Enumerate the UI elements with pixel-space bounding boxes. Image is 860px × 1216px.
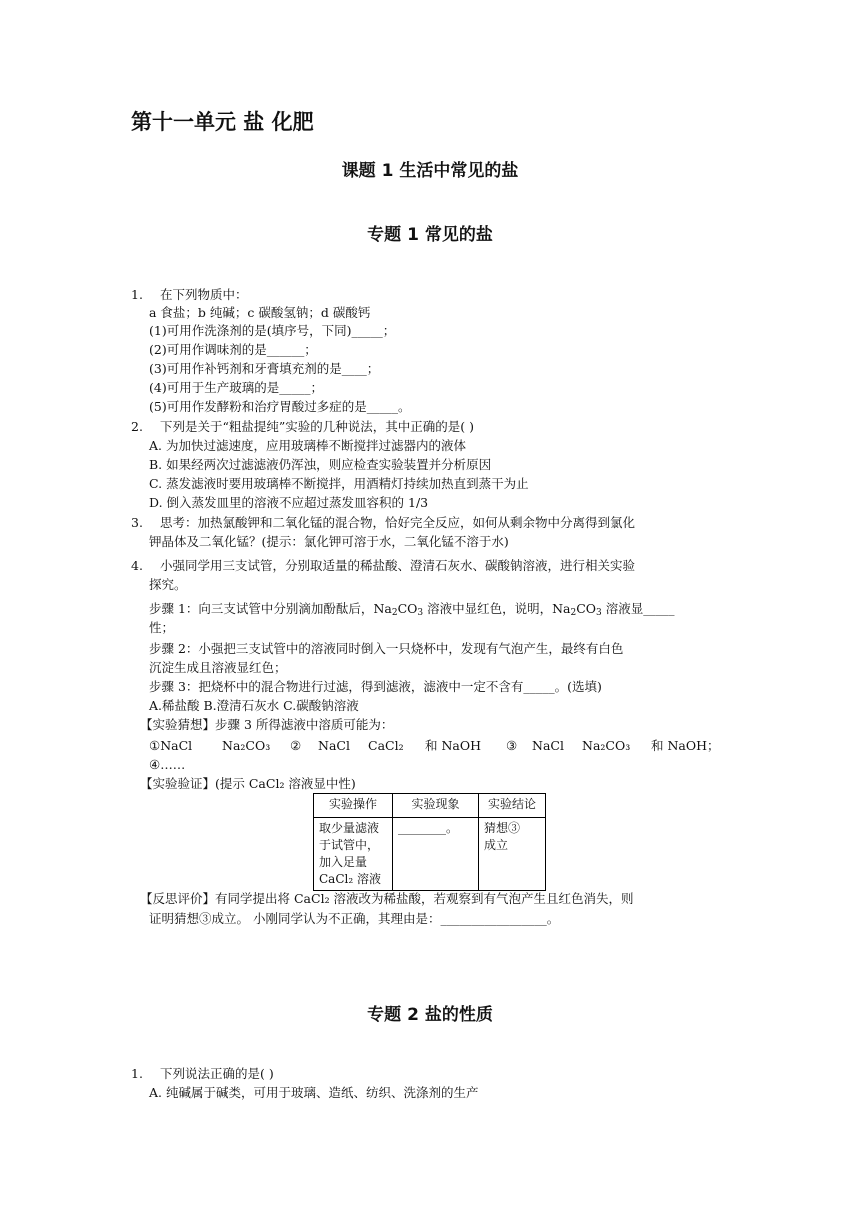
q2-option-d: D. 倒入蒸发皿里的溶液不应超过蒸发皿容积的 1/3 [149,495,429,510]
q4-guess-3b: Na₂CO₃ [582,738,631,753]
q2-number: 2. [131,419,143,434]
q4-step1-cont: 性； [149,620,175,635]
q4-guess-1b: Na₂CO₃ [222,738,271,753]
table-header-conclusion: 实验结论 [479,794,546,818]
q4-reflect-line1: 【反思评价】有同学提出将 CaCl₂ 溶液改为稀盐酸，若观察到有气泡产生且红色消失，则 [140,891,634,906]
q4-step2-line2: 沉淀生成且溶液显红色； [149,660,287,675]
lesson-title: 课题 1 生活中常见的盐 [341,161,519,181]
t2-q1-stem: 下列说法正确的是( ) [160,1066,274,1081]
q3-number: 3. [131,515,143,530]
table-cell-conclusion: 猜想③ 成立 [479,818,546,891]
topic2-title: 专题 2 盐的性质 [367,1005,493,1025]
q2-option-c: C. 蒸发滤液时要用玻璃棒不断搅拌，用酒精灯持续加热直到蒸干为止 [149,476,529,491]
q1-sub2: (2)可用作调味剂的是______； [149,342,317,357]
q4-guess-3: ③ [506,738,518,753]
q4-step1: 步骤 1：向三支试管中分别滴加酚酞后，$Na_2CO_3$ 溶液中显红色，说明，$Na_2CO_3$ 溶液显_____ [149,601,675,618]
table-header-operation: 实验操作 [314,794,393,818]
unit-title: 第十一单元 盐 化肥 [131,110,314,134]
table-header-phenomenon: 实验现象 [393,794,479,818]
q1-sub5: (5)可用作发酵粉和治疗胃酸过多症的是_____。 [149,399,411,414]
t2-q1-option-a: A. 纯碱属于碱类，可用于玻璃、造纸、纺织、洗涤剂的生产 [149,1085,479,1100]
q4-guess-2c: 和 NaOH [425,738,482,753]
q4-line1: 小强同学用三支试管，分别取适量的稀盐酸、澄清石灰水、碳酸钠溶液，进行相关实验 [160,558,636,573]
q4-guess-2: ② [290,738,302,753]
q4-guess-3c: 和 NaOH； [651,738,720,753]
q1-sub1: (1)可用作洗涤剂的是(填序号，下同)_____； [149,323,396,338]
experiment-table [313,793,546,891]
table-cell-phenomenon: ________。 [393,818,479,891]
q4-guess-3a: NaCl [532,738,564,753]
q1-number: 1. [131,287,143,302]
q2-option-b: B. 如果经两次过滤滤液仍浑浊，则应检查实验装置并分析原因 [149,457,492,472]
q2-option-a: A. 为加快过滤速度，应用玻璃棒不断搅拌过滤器内的液体 [149,438,466,453]
q4-guess-1: ①NaCl [149,738,193,753]
q3-line2: 钾晶体及二氧化锰？(提示：氯化钾可溶于水，二氧化锰不溶于水) [149,534,509,549]
q4-guess: 【实验猜想】步骤 3 所得滤液中溶质可能为： [140,717,394,732]
q4-step3: 步骤 3：把烧杯中的混合物进行过滤，得到滤液，滤液中一定不含有_____。(选填) [149,679,602,694]
q1-options: a 食盐；b 纯碱；c 碳酸氢钠；d 碳酸钙 [149,305,371,320]
q2-stem: 下列是关于“粗盐提纯”实验的几种说法，其中正确的是( ) [160,419,475,434]
q1-stem: 在下列物质中： [160,287,248,302]
q4-reflect-line2: 证明猜想③成立。 小刚同学认为不正确，其理由是：_________________。 [149,911,560,926]
q1-sub3: (3)可用作补钙剂和牙膏填充剂的是____； [149,361,380,376]
q4-verify: 【实验验证】(提示 CaCl₂ 溶液显中性) [140,776,356,791]
q4-choices: A.稀盐酸 B.澄清石灰水 C.碳酸钠溶液 [149,698,359,713]
topic1-title: 专题 1 常见的盐 [367,225,493,245]
q4-guess-4: ④…… [149,757,186,772]
t2-q1-number: 1. [131,1066,143,1081]
q4-guess-2a: NaCl [318,738,350,753]
q1-sub4: (4)可用于生产玻璃的是_____； [149,380,323,395]
q4-number: 4. [131,558,143,573]
q4-line2: 探究。 [149,577,187,592]
q4-guess-2b: CaCl₂ [368,738,404,753]
table-cell-operation: 取少量滤液 于试管中， 加入足量 CaCl₂ 溶液 [314,818,393,891]
q3-line1: 思考：加热氯酸钾和二氧化锰的混合物，恰好完全反应，如何从剩余物中分离得到氯化 [160,515,636,530]
q4-step2-line1: 步骤 2：小强把三支试管中的溶液同时倒入一只烧杯中，发现有气泡产生，最终有白色 [149,641,624,656]
